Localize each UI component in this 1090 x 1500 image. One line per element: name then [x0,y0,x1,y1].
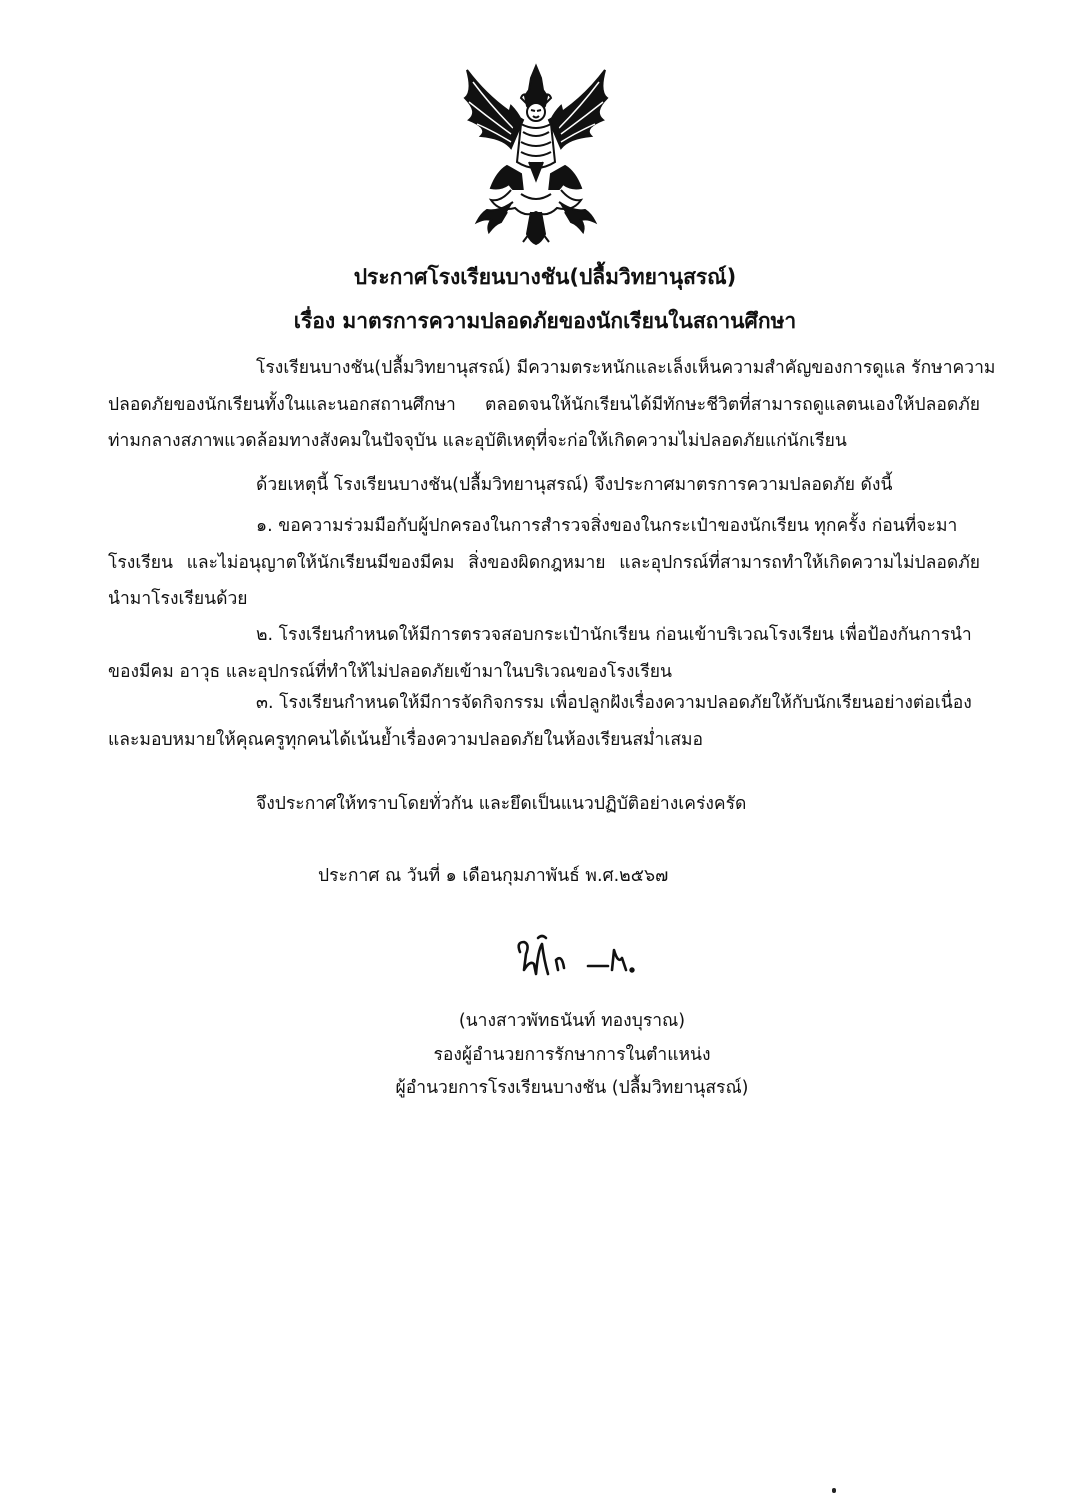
scan-speck [832,1488,836,1493]
announcement-title: ประกาศโรงเรียนบางชัน(ปลื้มวิทยานุสรณ์) [353,265,737,289]
intro-line: ท่ามกลางสภาพแวดล้อมทางสังคมในปัจจุบัน และอุบัติเหตุที่จะก่อให้เกิดความไม่ปลอดภัยแก่นักเรียน [108,431,847,451]
signatory-position: รองผู้อำนวยการรักษาการในตำแหน่ง [433,1045,711,1065]
announcement-date: ประกาศ ณ วันที่ ๑ เดือนกุมภาพันธ์ พ.ศ.๒๕๖๗ [318,866,669,886]
measure-item-1 [108,508,980,618]
intro-paragraph [108,350,996,460]
measure-line: โรงเรียน และไม่อนุญาตให้นักเรียนมีของมีคม สิ่งของผิดกฎหมาย และอุปกรณ์ที่สามารถทำให้เกิดความไม่ปลอดภัย [108,552,980,573]
measure-item-3 [108,685,980,758]
intro-line: โรงเรียนบางชัน(ปลื้มวิทยานุสรณ์) มีความตระหนักและเล็งเห็นความสำคัญของการดูแล รักษาความ [256,358,996,378]
measure-line: ของมีคม อาวุธ และอุปกรณ์ที่ทำให้ไม่ปลอดภัยเข้ามาในบริเวณของโรงเรียน [108,661,672,682]
handwritten-signature [508,930,658,990]
signatory-name: (นางสาวพัทธนันท์ ทองบุราณ) [458,1011,686,1031]
measure-line: ๒. โรงเรียนกำหนดให้มีการตรวจสอบกระเป๋านักเรียน ก่อนเข้าบริเวณโรงเรียน เพื่อป้องกันการนำ [256,625,972,645]
closing-statement: จึงประกาศให้ทราบโดยทั่วกัน และยึดเป็นแนวปฏิบัติอย่างเคร่งครัด [256,794,747,814]
intro-line: ปลอดภัยของนักเรียนทั้งในและนอกสถานศึกษา ตลอดจนให้นักเรียนได้มีทักษะชีวิตที่สามารถดูแลตนเองให้ปลอดภัย [108,394,980,415]
reason-line: ด้วยเหตุนี้ โรงเรียนบางชัน(ปลื้มวิทยานุสรณ์) จึงประกาศมาตรการความปลอดภัย ดังนี้ [256,475,893,495]
measure-item-2 [108,617,980,690]
measure-line: ๓. โรงเรียนกำหนดให้มีการจัดกิจกรรม เพื่อปลูกฝังเรื่องความปลอดภัยให้กับนักเรียนอย่างต่อเนื่อง [256,693,972,713]
signatory-position: ผู้อำนวยการโรงเรียนบางชัน (ปลื้มวิทยานุสรณ์) [395,1078,749,1098]
measure-line: ๑. ขอความร่วมมือกับผู้ปกครองในการสำรวจสิ่งของในกระเป๋าของนักเรียน ทุกครั้ง ก่อนที่จะมา [256,516,958,536]
garuda-emblem-icon [451,62,621,247]
announcement-subject: เรื่อง มาตรการความปลอดภัยของนักเรียนในสถานศึกษา [293,309,797,333]
measure-line: และมอบหมายให้คุณครูทุกคนได้เน้นย้ำเรื่องความปลอดภัยในห้องเรียนสม่ำเสมอ [108,729,704,750]
measure-line: นำมาโรงเรียนด้วย [108,589,248,609]
